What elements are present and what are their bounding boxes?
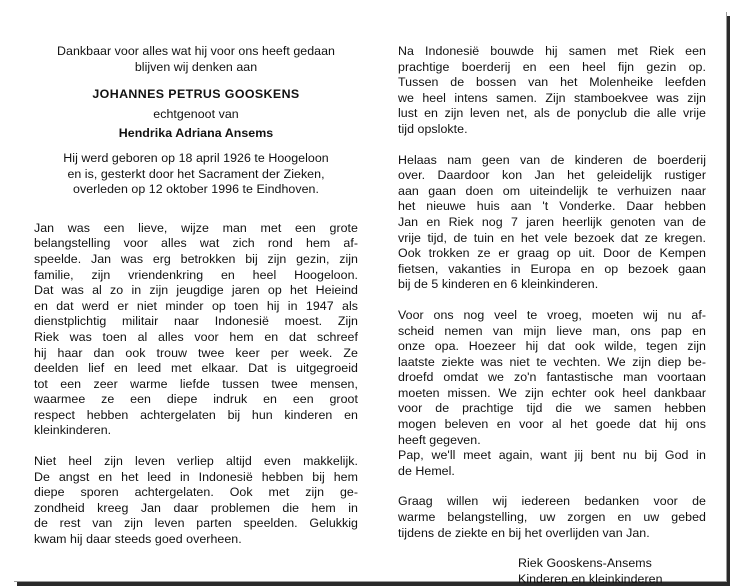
text-line: Tussen de bossen van het Molenheike leefden	[398, 75, 706, 90]
intro-line: blijven wij denken aan	[134, 59, 258, 74]
text-line: en dat werd er niet minder op toen hij in 1947 als	[34, 298, 358, 313]
text-line: Na Indonesië bouwde hij samen met Riek een	[398, 44, 706, 58]
text-line: diepe sporen achtergelaten. Ook met zijn ge-	[34, 485, 358, 500]
text-line: voor de prachtige tijd die we samen hebben	[398, 401, 706, 416]
text-line: fietsen, vakanties in Europa en op bezoek gaan	[398, 261, 706, 276]
text-line: droefd omdat we zo'n fantastische man voortaan	[398, 370, 706, 385]
text-line: Helaas nam geen van de kinderen de boerderij	[398, 152, 706, 167]
text-line: Graag willen wij iedereen bedanken voor de	[398, 494, 706, 509]
text-line: Dat was al zo in zijn jeugdige jaren op het Heieind	[34, 283, 358, 298]
text-line: Niet heel zijn leven verliep altijd even makkelijk.	[34, 454, 358, 469]
text-line: vrije tijd, de tuin en het vele bezoek dat ze kregen.	[398, 230, 706, 245]
text-line: scheid nemen van mijn lieve man, ons pap en	[398, 323, 706, 338]
text-line: kleinkinderen.	[34, 423, 112, 438]
paragraph-thanks	[398, 494, 706, 541]
paragraph-farewell	[398, 308, 706, 480]
text-line: Ook trokken ze er graag op uit. Door de Kempen	[398, 246, 706, 261]
birth-line: Hij werd geboren op 18 april 1926 te Hoogeloon	[63, 150, 329, 165]
text-line: kwam hij daar steeds goed overheen.	[34, 532, 242, 547]
text-line: bij de 5 kinderen en 6 kleinkinderen.	[398, 277, 599, 292]
birth-line: en is, gesterkt door het Sacrament der Zieken,	[67, 166, 325, 181]
text-line: warme belangstelling, uw zorgen en uw gebed	[398, 510, 706, 525]
signature	[518, 556, 706, 587]
text-line: Jan en Riek nog 7 jaren heerlijk genoten van de	[398, 214, 706, 229]
paragraph-life	[34, 221, 358, 439]
text-line: tijd opslokte.	[398, 121, 468, 136]
text-line: tijdens de ziekte en bij het overlijden van Jan.	[398, 525, 650, 540]
intro	[34, 44, 358, 75]
text-line: Riek was toen al alles voor hem en dat schreef	[34, 329, 358, 344]
text-line: waarmee ze een diepe indruk en een groot	[34, 392, 358, 407]
text-line: dienstplichtig militair naar Indonesië moest. Zijn	[34, 314, 358, 329]
paragraph-retirement	[398, 153, 706, 293]
paragraph-health	[34, 454, 358, 548]
text-line: hij haar dan ook trouw twee keer per week. Ze	[34, 345, 358, 360]
text-line: Voor ons nog veel te vroeg, moeten wij nu af-	[398, 307, 706, 322]
spouse-label: echtgenoot van	[153, 106, 239, 121]
text-line: tot een zeer warme liefde tussen twee mensen,	[34, 376, 358, 391]
text-line: het nieuwe huis aan 't Vonderke. Daar hebben	[398, 199, 706, 214]
paragraph-farm	[398, 44, 706, 138]
text-line: moeten missen. We zijn echter ook heel dankbaar	[398, 385, 706, 400]
signature-line: Kinderen en kleinkinderen	[518, 571, 663, 586]
birth-death-info	[34, 151, 358, 198]
text-line: deelden lief en leed met elkaar. Dat is uitgegroeid	[34, 361, 358, 376]
text-line: we heel intens samen. Zijn stamboekvee was zijn	[398, 90, 706, 105]
text-line: over. Daardoor kon Jan het geleidelijk rustiger	[398, 168, 706, 183]
text-line: zondheid kreeg Jan daar problemen die hem in	[34, 500, 358, 515]
text-line: de rest van zijn leven parten speelden. Gelukkig	[34, 516, 358, 531]
text-line: belangstelling voor alles wat zich rond hem af-	[34, 236, 358, 251]
spouse-name: Hendrika Adriana Ansems	[118, 126, 274, 141]
text-line: heeft gegeven.	[398, 432, 481, 447]
text-line: speelde. Jan was erg betrokken bij zijn gezin, zijn	[34, 251, 358, 266]
memorial-card	[14, 12, 727, 586]
left-column	[34, 44, 358, 548]
signature-line: Riek Gooskens-Ansems	[518, 556, 652, 571]
text-line: onze opa. Hoezeer hij dat ook wilde, tegen zijn	[398, 339, 706, 354]
birth-line: overleden op 12 oktober 1996 te Eindhoven.	[73, 182, 319, 197]
text-line: laatste ziekte was niet te vechten. We zijn diep be-	[398, 354, 706, 369]
text-line: de Hemel.	[398, 463, 455, 478]
text-line: De angst en het leed in Indonesië hebben bij hem	[34, 469, 358, 484]
text-line: mogen beleven en voor al het goede dat hij ons	[398, 417, 706, 432]
text-line: respect hebben achtergelaten bij hun kinderen en	[34, 407, 358, 422]
intro-line: Dankbaar voor alles wat hij voor ons heeft gedaan	[57, 44, 335, 58]
deceased-name: JOHANNES PETRUS GOOSKENS	[92, 87, 300, 102]
text-line: prachtige boerderij en een heel fijn gezin op.	[398, 59, 706, 74]
text-line: Pap, we'll meet again, want jij bent nu bij God in	[398, 448, 706, 463]
text-line: familie, zijn vriendenkring en heel Hoogeloon.	[34, 267, 358, 282]
text-line: Jan was een lieve, wijze man met een grote	[34, 220, 358, 235]
text-line: lust en zijn leven net, als de ponyclub die alle vrije	[398, 106, 706, 121]
right-column	[398, 44, 706, 587]
text-line: aan gaan doen om uiteindelijk te verhuizen naar	[398, 183, 706, 198]
